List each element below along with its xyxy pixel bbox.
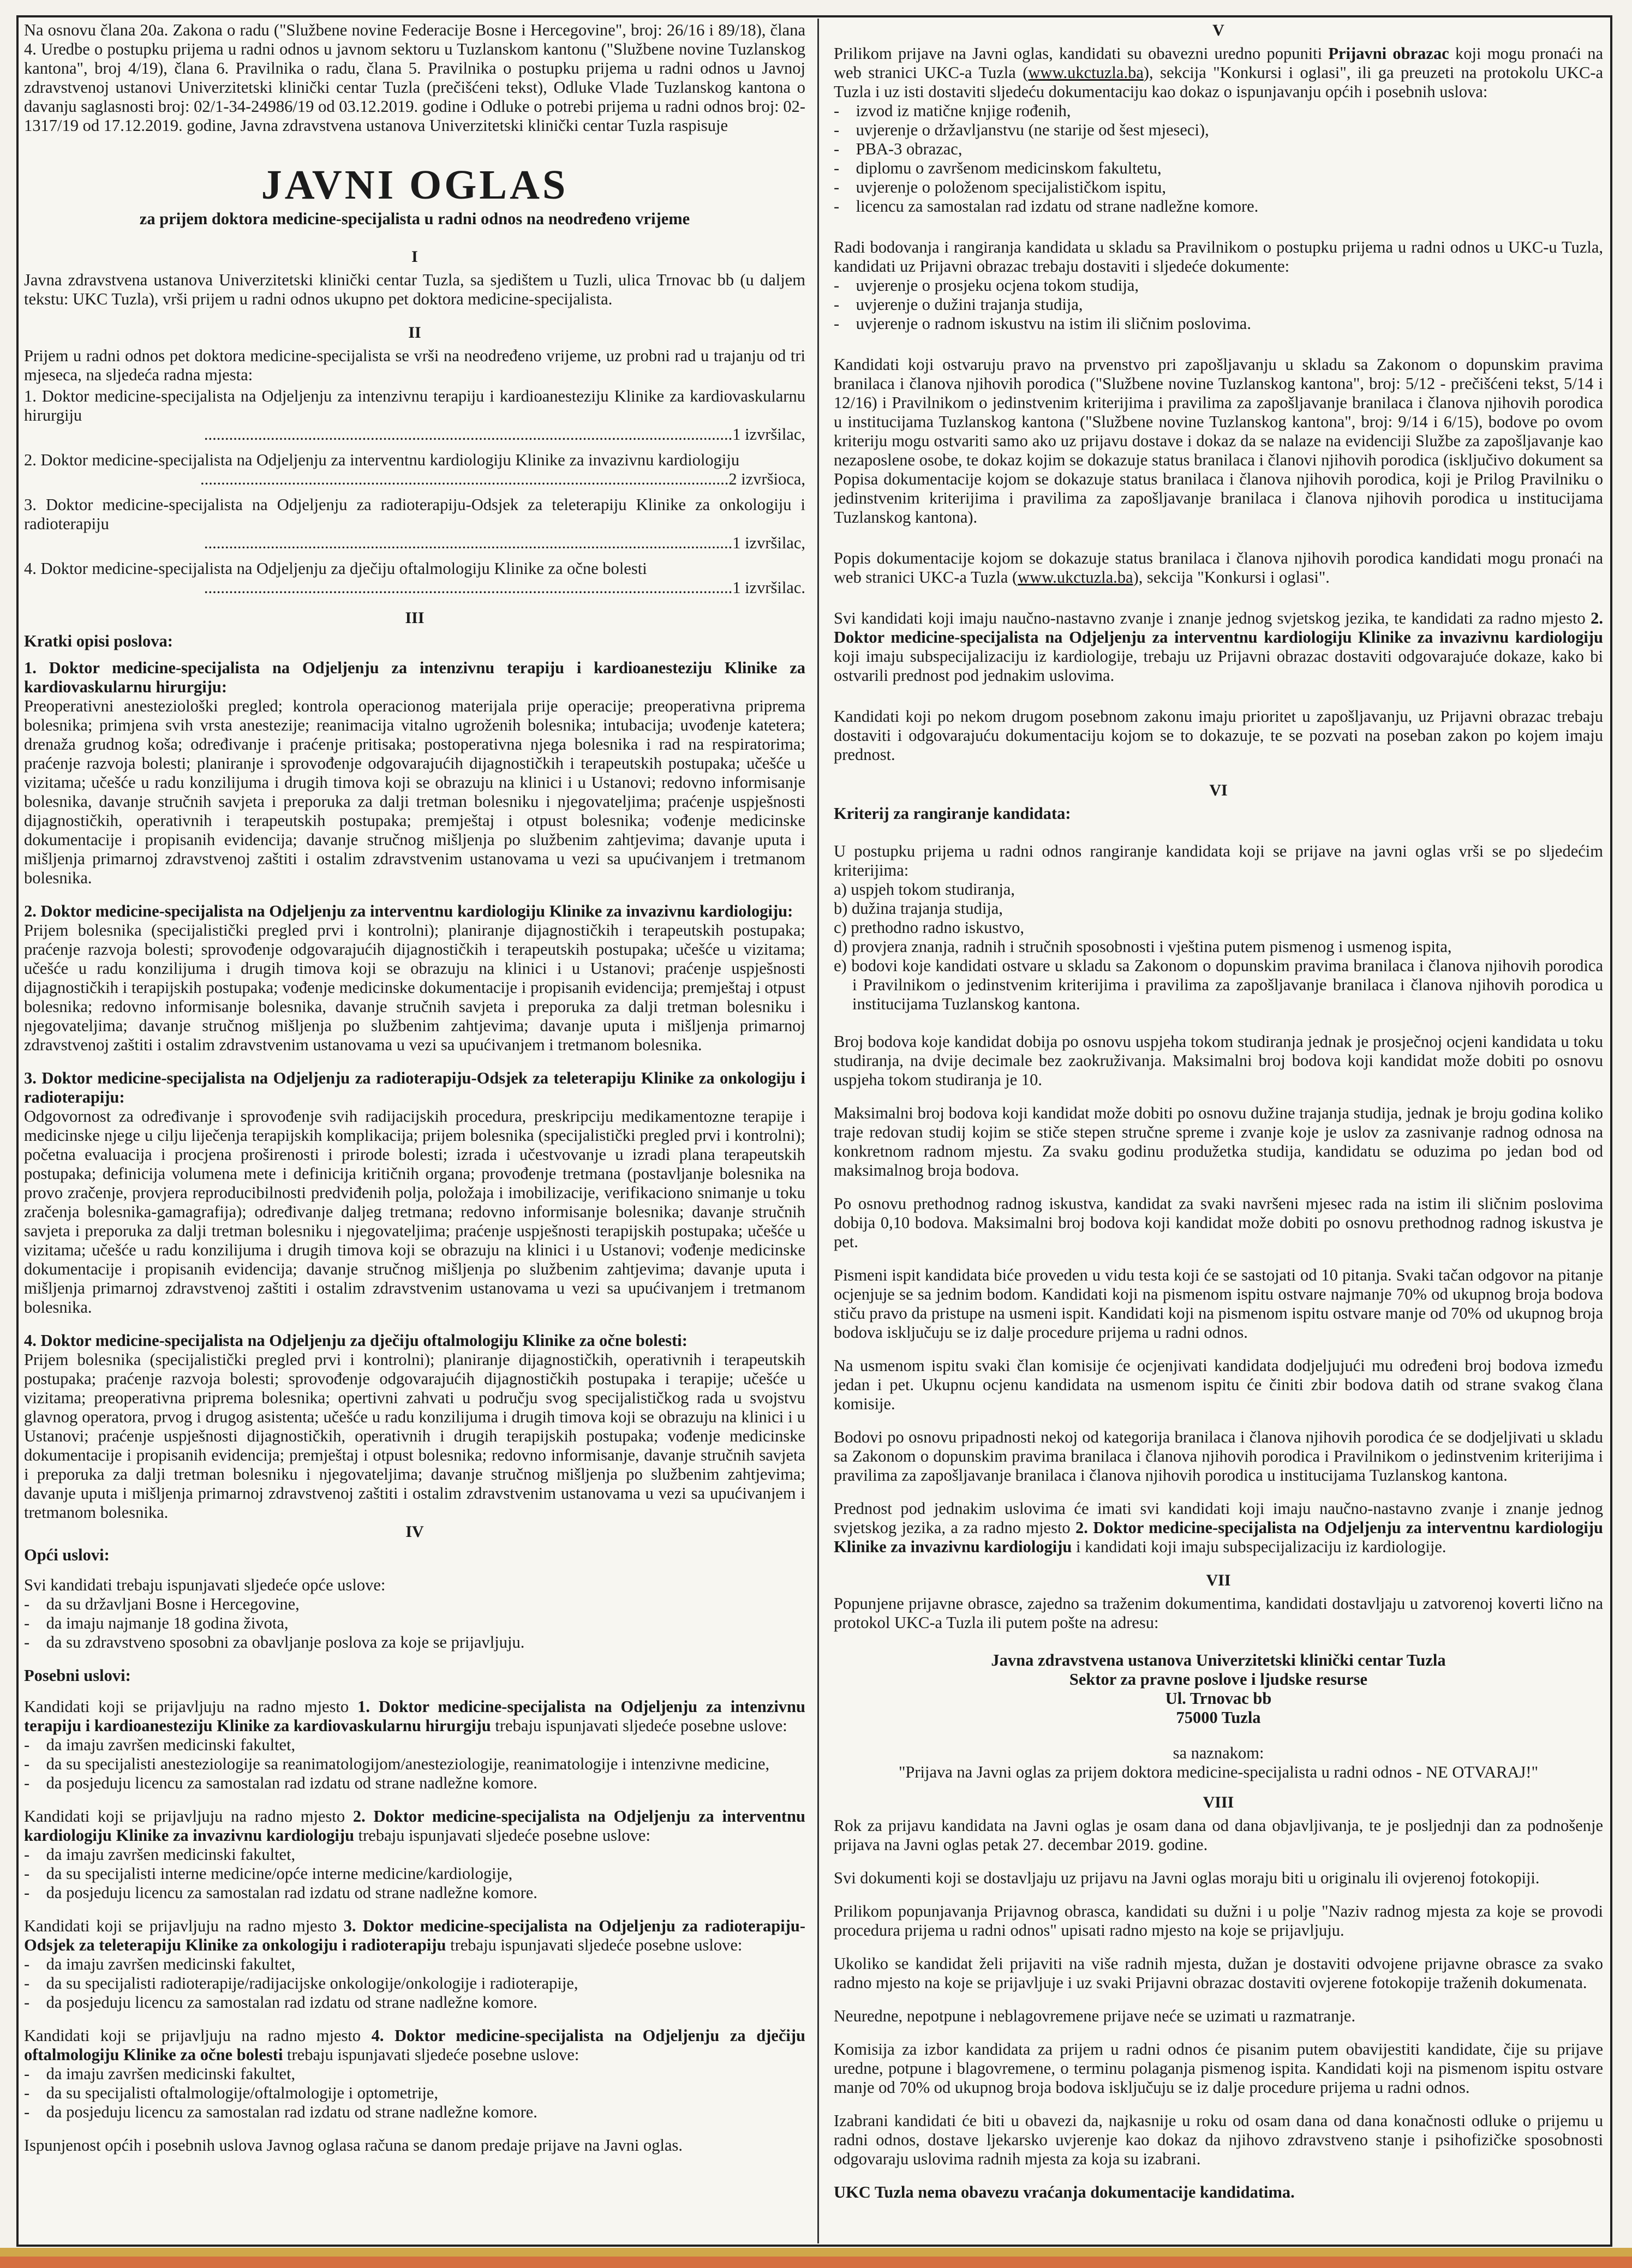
bottom-color-strip-red <box>0 2257 1632 2268</box>
position-4-count: ...............................................................................................................................1 izvršilac. <box>204 578 805 597</box>
multiple-positions-paragraph: Ukoliko se kandidat želi prijaviti na više radnih mjesta, dužan je dostaviti odvojene prijavne obrasce za svako radno mjesto na koje se prijavljuje i uz svaki Prijavni obrazac dostaviti ovjerene fotokopije traženih dokumenata. <box>834 1954 1603 1992</box>
form-field-paragraph: Prilikom popunjavanja Prijavnog obrasca, kandidati su dužni i u polje "Naziv radnog mjesta za koje se provodi procedura prijema u radni odnos" upisati radno mjesto na koje se prijavljuju. <box>834 1902 1603 1940</box>
general-condition-item: - da su zdravstveno sposobni za obavljanje poslova za koje se prijavljuju. <box>24 1633 525 1651</box>
criteria-intro: U postupku prijema u radni odnos rangiranje kandidata koji se prijave na javni oglas vrši se po sljedećim kriterijima: <box>834 842 1603 879</box>
job-2-title: 2. Doktor medicine-specijalista na Odjeljenju za interventnu kardiologiju Klinike za invazivnu kardiologiju: <box>24 902 793 920</box>
special-condition-item: - da su specijalisti oftalmologije/oftalmologije i optometrije, <box>24 2084 438 2102</box>
scoring-document-item: - uvjerenje o prosjeku ocjena tokom studija, <box>834 276 1139 295</box>
section-1-text: Javna zdravstvena ustanova Univerzitetski klinički centar Tuzla, sa sjedištem u Tuzli, ulica Trnovac bb (u daljem tekstu: UKC Tuzla), vrši prijem u radni odnos ukupno pet doktora medicine-specijalista. <box>24 271 805 308</box>
general-conditions-heading: Opći uslovi: <box>24 1546 110 1564</box>
special-condition-item: - da imaju završen medicinski fakultet, <box>24 1736 296 1754</box>
job-2-text: Prijem bolesnika (specijalistički pregled prvi i kontrolni); planiranje dijagnostičkih i terapeutskih postupaka; praćenje razvoja bolesti; sprovođenje odgovarajućih dijagnostičkih i terapeutskih postupaka; učešće u vizitama; učešće u radu konzilijuma i drugih timova koji se obrazuju na klinici i u Ustanovi; praćenje uspješnosti dijagnostičkih i terapijskih postupaka; vođenje medicinske dokumentacije i propisanih evidencija; premještaj i otpust bolesnika; redovno informisanje bolesnika, davanje stručnih savjeta i preporuka za dalji tretman bolesniku i njegovateljima; davanje stručnog mišljenja po službenim zahtjevima; davanje uputa i mišljenja primarnoj zdravstvenoj zaštiti i ostalim zdravstvenim ustanovama u vezi sa upućivanjem i tretmanom bolesnika. <box>24 921 805 1054</box>
job-3-text: Odgovornost za određivanje i sprovođenje svih radijacijskih procedura, preskripciju medikamentozne terapije i medicinske njege u cilju liječenja terapijskih komplikacija; prijem bolesnika (specijalistički pregled prvi i kontrolni); početna evaluacija i procjena proširenosti i prirode bolesti; izrada i učestvovanje u izradi plana terapeutskih postupaka; definicija volumena mete i definicija kritičnih organa; provođenje tretmana (postavljanje bolesnika na provo zračenje, provjera reproducibilnosti predviđenih polja, položaja i imobilizacije, verifikaciono snimanje u toku zračenja bolesnika-gamagrafija); određivanje daljeg tretmana; redovno informisanje bolesnika; davanje stručnih savjeta i preporuka za dalji tretman bolesniku i njegovateljima; praćenje uspješnosti terapijskih postupaka; učešće u vizitama; učešće u radu konzilijuma i drugih timova koji se obrazuju na klinici i u Ustanovi; vođenje medicinske dokumentacije i propisanih evidencija; davanje stručnog mišljenja po službenim zahtjevima; davanje uputa i mišljenja primarnoj zdravstvenoj zaštiti i ostalim zdravstvenim ustanovama u vezi sa upućivanjem i tretmanom bolesnika. <box>24 1107 805 1316</box>
criteria-paragraph-4: Pismeni ispit kandidata biće proveden u vidu testa koji će se sastojati od 10 pitanja. Svaki tačan odgovor na pitanje ocjenjuje se sa jednim bodom. Kandidati koji na pismenom ispitu ostvare najmanje 70% od ukupnog broja bodova stiču pravo da pristupe na usmeni ispit. Kandidati koji na pismenom ispitu ostvare manje od 70% od ukupnog broja bodova isključuju se iz dalje procedure prijema u radni odnos. <box>834 1266 1603 1342</box>
incomplete-paragraph: Neuredne, nepotpune i neblagovremene prijave neće se uzimati u razmatranje. <box>834 2007 1356 2025</box>
special-condition-item: - da posjeduju licencu za samostalan rad izdatu od strane nadležne komore. <box>24 1993 537 2012</box>
section-2-text: Prijem u radni odnos pet doktora medicine-specijalista se vrši na neodređeno vrijeme, uz probni rad u trajanju od tri mjeseca, na sljedeća radna mjesta: <box>24 346 805 384</box>
document-item: - diplomu o završenom medicinskom fakultetu, <box>834 159 1162 177</box>
position-3-count-value: 1 izvršilac, <box>732 534 805 552</box>
position-1-title: 1. Doktor medicine-specijalista na Odjeljenju za intenzivnu terapiju i kardioanesteziju Klinike za kardiovaskularnu hirurgiju <box>24 387 805 424</box>
ad-subtitle: za prijem doktora medicine-specijalista u radni odnos na neodređeno vrijeme <box>139 210 690 228</box>
general-condition-item: - da su državljani Bosne i Hercegovine, <box>24 1595 300 1613</box>
section-number-8: VIII <box>1203 1793 1234 1811</box>
address-line-1: Javna zdravstvena ustanova Univerzitetski klinički centar Tuzla <box>991 1651 1446 1669</box>
section-number-3: III <box>405 609 425 627</box>
special-condition-item: - da imaju završen medicinski fakultet, <box>24 1955 296 1973</box>
special-condition-item: - da su specijalisti radioterapije/radijacijske onkologije/onkologije i radioterapije, <box>24 1974 578 1992</box>
criteria-item: d) provjera znanja, radnih i stručnih sposobnosti i vještina putem pismenog i usmenog ispita, <box>834 937 1452 956</box>
column-divider <box>817 19 819 2243</box>
medical-certificate-paragraph: Izabrani kandidati će biti u obavezi da, najkasnije u roku od osam dana od dana konačnosti odluke o prijemu u radni odnos, dostave ljekarsko uvjerenje kao dokaz da njihovo zdravstveno stanje i psihofizičke sposobnosti odgovaraju uslovima radnih mjesta za koja su izabrani. <box>834 2111 1603 2168</box>
criteria-item: c) prethodno radno iskustvo, <box>834 918 1024 937</box>
address-line-4: 75000 Tuzla <box>1176 1708 1261 1727</box>
special-condition-3-intro: Kandidati koji se prijavljuju na radno mjesto 3. Doktor medicine-specijalista na Odjeljenju za radioterapiju-Odsjek za teleterapiju Klinike za onkologiju i radioterapiju trebaju ispunjavati sljedeće posebne uslove: <box>24 1917 805 1954</box>
conditions-closing: Ispunjenost općih i posebnih uslova Javnog oglasa računa se danom predaje prijave na Javni oglas. <box>24 2136 683 2155</box>
special-condition-item: - da posjeduju licencu za samostalan rad izdatu od strane nadležne komore. <box>24 1774 537 1792</box>
website-link[interactable]: www.ukctuzla.ba <box>1018 568 1133 587</box>
special-condition-item: - da su specijalisti interne medicine/opće interne medicine/kardiologije, <box>24 1864 513 1883</box>
special-condition-item: - da posjeduju licencu za samostalan rad izdatu od strane nadležne komore. <box>24 1883 537 1902</box>
document-item: - uvjerenje o državljanstvu (ne starije od šest mjeseci), <box>834 121 1209 139</box>
job-3-title: 3. Doktor medicine-specijalista na Odjeljenju za radioterapiju-Odsjek za teleterapiju Klinike za onkologiju i radioterapiju: <box>24 1069 805 1106</box>
veterans-priority-paragraph: Kandidati koji ostvaruju pravo na prvenstvo pri zapošljavanju u skladu sa Zakonom o dopunskim pravima branilaca i članova njihovih porodica ("Službene novine Tuzlanskog kantona", broj: 5/12 - prečišćeni tekst, 5/14 i 12/16) i Pravilnikom o jedinstvenim kriterijima i pravilima za zapošljavanje branilaca i članova njihovih porodica u institucijama Tuzlanskog kantona ("Službene novine Tuzlanskog kantona", broj: 9/14 i 6/15), bodove po ovom kriteriju mogu ostvariti samo ako uz prijavu dostave i dokaz da se nalaze na evidenciji Službe za zapošljavanje kao nezaposlene osobe, te dokaz kojim se dokazuje status branilaca i članovi njihovih porodica (isključivo dokument sa Popisa dokumentacije kojom se dokazuje status branilaca i članova njihovih porodica, koji je Prilog Pravilniku o jedinstvenim kriterijima i pravilima za zapošljavanje branilaca i članova njihovih porodica u institucijama Tuzlanskog kantona). <box>834 355 1603 526</box>
criteria-item: e) bodovi koje kandidati ostvare u skladu sa Zakonom o dopunskim pravima branilaca i članova njihovih porodica i Pravilnikom o jedinstvenim kriterijima i pravilima za zapošljavanje branilaca i članova njihovih porodica u institucijama Tuzlanskog kantona. <box>834 956 1603 1013</box>
section-number-4: IV <box>405 1523 424 1541</box>
no-return-notice: UKC Tuzla nema obavezu vraćanja dokumentacije kandidatima. <box>834 2183 1295 2201</box>
scoring-document-item: - uvjerenje o dužini trajanja studija, <box>834 295 1083 314</box>
scoring-document-item: - uvjerenje o radnom iskustvu na istim ili sličnim poslovima. <box>834 314 1251 333</box>
originals-paragraph: Svi dokumenti koji se dostavljaju uz prijavu na Javni oglas moraju biti u originalu ili ovjerenoj fotokopiji. <box>834 1869 1540 1887</box>
veterans-list-paragraph: Popis dokumentacije kojom se dokazuje status branilaca i članova njihovih porodica kandidati mogu pronaći na web stranici UKC-a Tuzla (www.ukctuzla.ba), sekcija "Konkursi i oglasi". <box>834 549 1603 587</box>
general-conditions-intro: Svi kandidati trebaju ispunjavati sljedeće opće uslove: <box>24 1576 386 1594</box>
special-condition-item: - da posjeduju licencu za samostalan rad izdatu od strane nadležne komore. <box>24 2103 537 2121</box>
section-number-5: V <box>1212 21 1224 39</box>
criteria-item: b) dužina trajanja studija, <box>834 899 1003 918</box>
left-column <box>24 21 805 2258</box>
position-3-count: ...............................................................................................................................1 izvršilac, <box>204 534 805 552</box>
criteria-paragraph-1: Broj bodova koje kandidat dobija po osnovu uspjeha tokom studiranja jednak je prosječnoj ocjeni kandidata u toku studiranja, na dvije decimale bez zaokruživanja. Maksimalni broj bodova koji kandidat može dobiti po osnovu uspjeha tokom studiranja je 10. <box>834 1032 1603 1089</box>
job-1-title: 1. Doktor medicine-specijalista na Odjeljenju za intenzivnu terapiju i kardioanesteziju Klinike za kardiovaskularnu hirurgiju: <box>24 659 805 696</box>
document-item: - PBA-3 obrazac, <box>834 140 963 158</box>
criteria-paragraph-5: Na usmenom ispitu svaki član komisije će ocjenjivati kandidata dodjeljujući mu određeni broj bodova između jedan i pet. Ukupnu ocjenu kandidata na usmenom ispitu će činiti zbir bodova datih od strane svakog člana komisije. <box>834 1356 1603 1413</box>
special-condition-1-intro: Kandidati koji se prijavljuju na radno mjesto 1. Doktor medicine-specijalista na Odjeljenju za intenzivnu terapiju i kardioanesteziju Klinike za kardiovaskularnu hirurgiju trebaju ispunjavati sljedeće posebne uslove: <box>24 1697 805 1735</box>
ad-title: JAVNI OGLAS <box>261 162 569 208</box>
document-item: - uvjerenje o položenom specijalističkom ispitu, <box>834 178 1167 196</box>
special-condition-item: - da imaju završen medicinski fakultet, <box>24 1845 296 1864</box>
job-1-text: Preoperativni anesteziološki pregled; kontrola operacionog materijala prije operacije; preoperativna priprema bolesnika; primjena svih vrsta anestezije; reanimacija vitalno ugroženih bolesnika; intubacija; uvođenje katetera; drenaža grudnog koša; određivanje i praćenje pritisaka; postoperativna njega bolesnika i rad na respiratorima; praćenje razvoja bolesti; planiranje i sprovođenje odgovarajućih dijagnostičkih i terapeutskih postupaka; učešće u vizitama; učešće u radu konzilijuma i drugih timova koji se obrazuju na klinici i u Ustanovi; redovno informisanje bolesnika, davanje stručnih savjeta i preporuka za dalji tretman bolesniku i njegovateljima; praćenje uspješnosti dijagnostičkih, operativnih i terapeutskih postupaka; premještaj i otpust bolesnika; vođenje medicinske dokumentacije i propisanih evidencija; davanje stručnog mišljenja po službenim zahtjevima; davanje uputa i mišljenja primarnoj zdravstvenoj zaštiti i ostalim zdravstvenim ustanovama u vezi sa upućivanjem i tretmanom bolesnika. <box>24 697 805 887</box>
criteria-paragraph-3: Po osnovu prethodnog radnog iskustva, kandidat za svaki navršeni mjesec rada na istim ili sličnim poslovima dobija 0,10 bodova. Maksimalni broj bodova koji kandidat može dobiti po osnovu prethodnog radnog iskustva je pet. <box>834 1194 1603 1251</box>
commission-paragraph: Komisija za izbor kandidata za prijem u radni odnos će pisanim putem obavijestiti kandidate, čije su prijave uredne, potpune i blagovremene, o terminu polaganja pismenog ispita. Kandidati koji na pismenom ispitu ostvare manje od 70% od ukupnog broja bodova isključuju se iz dalje procedure prijema u radni odnos. <box>834 2040 1603 2097</box>
job-4-text: Prijem bolesnika (specijalistički pregled prvi i kontrolni); planiranje dijagnostičkih, operativnih i terapeutskih postupaka; praćenje razvoja bolesti; sprovođenje odgovarajućih dijagnostičkih postupaka i terapije; učešće u vizitama; preoperativna priprema bolesnika; opertivni zahvati u području svog specijalističkog rada u svojstvu glavnog operatora, prvog i drugog asistenta; učešće u radu konzilijuma i drugih timova koji se obrazuju na klinici i u Ustanovi; praćenje uspješnosti dijagnostičkih, operativnih i drugih terapijskih postupaka; vođenje medicinske dokumentacije i propisanih evidencija; premještaj i otpust bolesnika; redovno informisanje, davanje stručnih savjeta i preporuka za dalji tretman bolesniku i njegovateljima; davanje stručnog mišljenja po službenim zahtjevima; davanje uputa i mišljenja primarnoj zdravstvenoj zaštiti i ostalim zdravstvenim ustanovama u vezi sa upućivanjem i tretmanom bolesnika. <box>24 1350 805 1522</box>
position-2-count-value: 2 izvršioca, <box>728 470 805 488</box>
criteria-paragraph-6: Bodovi po osnovu pripadnosti nekoj od kategorija branilaca i članova njihovih porodica će se dodjeljivati u skladu sa Zakonom o dopunskim pravima branilaca i članova njihovih porodica i Pravilnikom o jedinstvenim kriterijima i pravilima za zapošljavanje branilaca i članova njihovih porodica u institucijama Tuzlanskog kantona. <box>834 1428 1603 1485</box>
application-paragraph: Prilikom prijave na Javni oglas, kandidati su obavezni uredno popuniti Prijavni obrazac koji mogu pronaći na web stranici UKC-a Tuzla (www.ukctuzla.ba), sekcija "Konkursi i oglasi", ili ga preuzeti na protokolu UKC-a Tuzla i uz isti dostaviti sljedeću dokumentaciju kao dokaz o ispunjavanju općih i posebnih uslova: <box>834 44 1603 101</box>
position-1-count: ...............................................................................................................................1 izvršilac, <box>204 425 805 444</box>
position-1-count-value: 1 izvršilac, <box>732 425 805 444</box>
position-4-count-value: 1 izvršilac. <box>732 578 805 597</box>
intro-paragraph: Na osnovu člana 20a. Zakona o radu ("Službene novine Federacije Bosne i Hercegovine", broj: 26/16 i 89/18), člana 4. Uredbe o postupku prijema u radni odnos u javnom sektoru u Tuzlanskom kantonu ("Službene novine Tuzlanskog kantona", broj 4/19), člana 6. Pravilnika o radu, člana 5. Pravilnika o postupku prijema u radni odnos u Javnoj zdravstvenoj ustanovi Univerzitetski klinički centar Tuzla (prečišćeni tekst), Odluke Vlade Tuzlanskog kantona o davanju saglasnosti broj: 02/1-34-24986/19 od 03.12.2019. godine i Odluke o potrebi prijema u radni odnos broj: 02-1317/19 od 17.12.2019. godine, Javna zdravstvena ustanova Univerzitetski klinički centar Tuzla raspisuje <box>24 21 805 135</box>
deadline-paragraph: Rok za prijavu kandidata na Javni oglas je osam dana od dana objavljivanja, te je posljednji dan za podnošenje prijava na Javni oglas petak 27. decembar 2019. godine. <box>834 1816 1603 1854</box>
criteria-heading: Kriterij za rangiranje kandidata: <box>834 804 1071 823</box>
document-item: - izvod iz matične knjige rođenih, <box>834 101 1071 120</box>
right-column <box>834 21 1603 2258</box>
document-item: - licencu za samostalan rad izdatu od strane nadležne komore. <box>834 197 1259 216</box>
section-number-6: VI <box>1209 781 1228 799</box>
other-priority-paragraph: Kandidati koji po nekom drugom posebnom zakonu imaju prioritet u zapošljavanju, uz Prijavni obrazac trebaju dostaviti i odgovarajuću dokumentaciju kojom se to dokazuje, te se pozvati na poseban zakon po kojem imaju prednost. <box>834 707 1603 764</box>
special-condition-item: - da su specijalisti anesteziologije sa reanimatologijom/anesteziologije, reanimatologije i intenzivne medicine, <box>24 1755 770 1773</box>
address-line-3: Ul. Trnovac bb <box>1165 1689 1272 1708</box>
website-link[interactable]: www.ukctuzla.ba <box>1028 63 1144 82</box>
position-2-count: ...............................................................................................................................2 izvršioca, <box>200 470 805 488</box>
general-condition-item: - da imaju najmanje 18 godina života, <box>24 1614 289 1632</box>
note-label: sa naznakom: <box>1173 1744 1264 1762</box>
criteria-paragraph-7: Prednost pod jednakim uslovima će imati svi kandidati koji imaju naučno-nastavno zvanje i znanje jednog svjetskog jezika, a za radno mjesto 2. Doktor medicine-specijalista na Odjeljenju za interventnu kardiologiju Klinike za invazivnu kardiologiju i kandidati koji imaju subspecijalizaciju iz kardiologije. <box>834 1499 1603 1556</box>
section-number-7: VII <box>1206 1571 1231 1589</box>
special-condition-item: - da imaju završen medicinski fakultet, <box>24 2064 296 2083</box>
position-4-title: 4. Doktor medicine-specijalista na Odjeljenju za dječiju oftalmologiju Klinike za očne bolesti <box>24 559 647 578</box>
criteria-paragraph-2: Maksimalni broj bodova koji kandidat može dobiti po osnovu dužine trajanja studija, jednak je broju godina koliko traje redovan studij kojim se stiče stepen stručne spreme i zvanje koje je uslov za zasnivanje radnog odnosa na konkretnom radnom mjestu. Za svaku godinu produžetka studija, kandidatu se oduzima po jedan bod od maksimalnog broja bodova. <box>834 1104 1603 1180</box>
section-number-2: II <box>408 324 421 342</box>
position-2-title: 2. Doktor medicine-specijalista na Odjeljenju za interventnu kardiologiju Klinike za invazivnu kardiologiju <box>24 451 740 469</box>
special-condition-4-intro: Kandidati koji se prijavljuju na radno mjesto 4. Doktor medicine-specijalista na Odjeljenju za dječiju oftalmologiju Klinike za očne bolesti trebaju ispunjavati sljedeće posebne uslove: <box>24 2026 805 2064</box>
special-condition-2-intro: Kandidati koji se prijavljuju na radno mjesto 2. Doktor medicine-specijalista na Odjeljenju za interventnu kardiologiju Klinike za invazivnu kardiologiju trebaju ispunjavati sljedeće posebne uslove: <box>24 1807 805 1845</box>
criteria-item: a) uspjeh tokom studiranja, <box>834 880 1015 899</box>
scoring-docs-paragraph: Radi bodovanja i rangiranja kandidata u skladu sa Pravilnikom o postupku prijema u radni odnos u UKC-u Tuzla, kandidati uz Prijavni obrazac trebaju dostaviti i sljedeće dokumente: <box>834 238 1603 276</box>
special-conditions-heading: Posebni uslovi: <box>24 1666 131 1685</box>
position-3-title: 3. Doktor medicine-specijalista na Odjeljenju za radioterapiju-Odsjek za teleterapiju Klinike za onkologiju i radioterapiju <box>24 495 805 533</box>
envelope-note: "Prijava na Javni oglas za prijem doktora medicine-specijalista u radni odnos - NE OTVARAJ!" <box>898 1763 1539 1781</box>
submission-paragraph: Popunjene prijavne obrasce, zajedno sa traženim dokumentima, kandidati dostavljaju u zatvorenoj koverti lično na protokol UKC-a Tuzla ili putem pošte na adresu: <box>834 1594 1603 1632</box>
job-descriptions-heading: Kratki opisi poslova: <box>24 632 173 650</box>
job-4-title: 4. Doktor medicine-specijalista na Odjeljenju za dječiju oftalmologiju Klinike za očne bolesti: <box>24 1331 688 1350</box>
section-number-1: I <box>411 248 418 266</box>
language-advantage-paragraph: Svi kandidati koji imaju naučno-nastavno zvanje i znanje jednog svjetskog jezika, te kandidati za radno mjesto 2. Doktor medicine-specijalista na Odjeljenju za interventnu kardiologiju Klinike za invazivnu kardiologiju koji imaju subspecijalizaciju iz kardiologije, trebaju uz Prijavni obrazac dostaviti odgovarajuće dokaze, kako bi ostvarili prednost pod jednakim uslovima. <box>834 609 1603 685</box>
address-line-2: Sektor za pravne poslove i ljudske resurse <box>1069 1670 1368 1689</box>
